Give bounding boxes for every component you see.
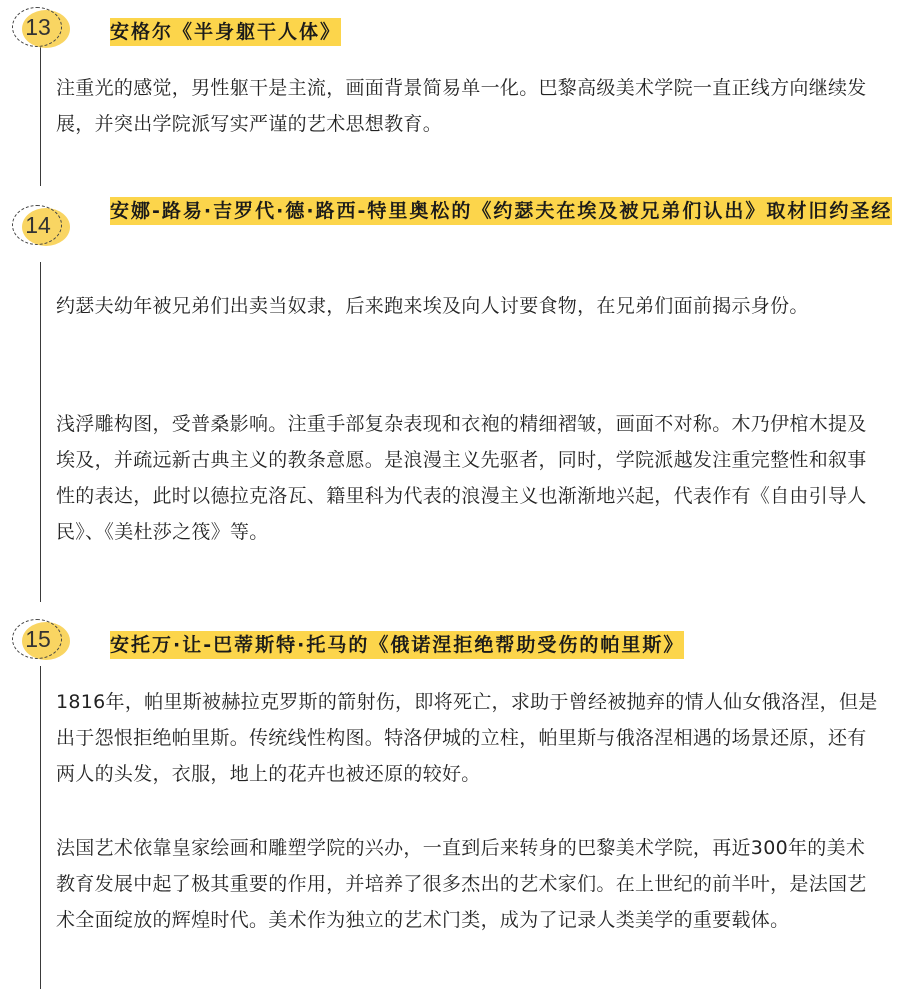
section-title: 安娜-路易·吉罗代·德·路西-特里奥松的《约瑟夫在埃及被兄弟们认出》取材旧约圣经 [110,193,902,230]
section-paragraph: 法国艺术依靠皇家绘画和雕塑学院的兴办，一直到后来转身的巴黎美术学院，再近300年的美术教育发展中起了极其重要的作用，并培养了很多杰出的艺术家们。在上世纪的前半叶，是法国艺术全面绽放的辉煌时代。美术作为独立的艺术门类，成为了记录人类美学的重要载体。 [56,837,867,931]
section-number-badge [12,205,70,249]
timeline-line [40,262,41,602]
timeline-line [40,666,41,989]
section-number-badge [12,7,70,51]
section-title: 安托万·让-巴蒂斯特·托马的《俄诺涅拒绝帮助受伤的帕里斯》 [110,627,900,664]
section-number: 13 [25,14,51,40]
section-paragraph: 浅浮雕构图，受普桑影响。注重手部复杂表现和衣袍的精细褶皱，画面不对称。木乃伊棺木提及埃及，并疏远新古典主义的教条意愿。是浪漫主义先驱者，同时，学院派越发注重完整性和叙事性的表达，此时以德拉克洛瓦、籍里科为代表的浪漫主义也渐渐地兴起，代表作有《自由引导人民》、《美杜莎之筏》等。 [56,413,867,543]
section-number: 15 [25,626,51,652]
section-number-badge [12,619,70,663]
section-paragraph: 1816年，帕里斯被赫拉克罗斯的箭射伤，即将死亡，求助于曾经被抛弃的情人仙女俄洛涅，但是出于怨恨拒绝帕里斯。传统线性构图。特洛伊城的立柱，帕里斯与俄洛涅相遇的场景还原，还有两人的头发，衣服，地上的花卉也被还原的较好。 [56,691,878,785]
timeline-line [40,46,41,186]
section-paragraph: 注重光的感觉，男性躯干是主流，画面背景简易单一化。巴黎高级美术学院一直正线方向继续发展，并突出学院派写实严谨的艺术思想教育。 [56,77,867,135]
section-title: 安格尔《半身躯干人体》 [110,14,710,51]
section-number: 14 [25,212,51,238]
section-paragraph: 约瑟夫幼年被兄弟们出卖当奴隶，后来跑来埃及向人讨要食物，在兄弟们面前揭示身份。 [56,295,809,317]
